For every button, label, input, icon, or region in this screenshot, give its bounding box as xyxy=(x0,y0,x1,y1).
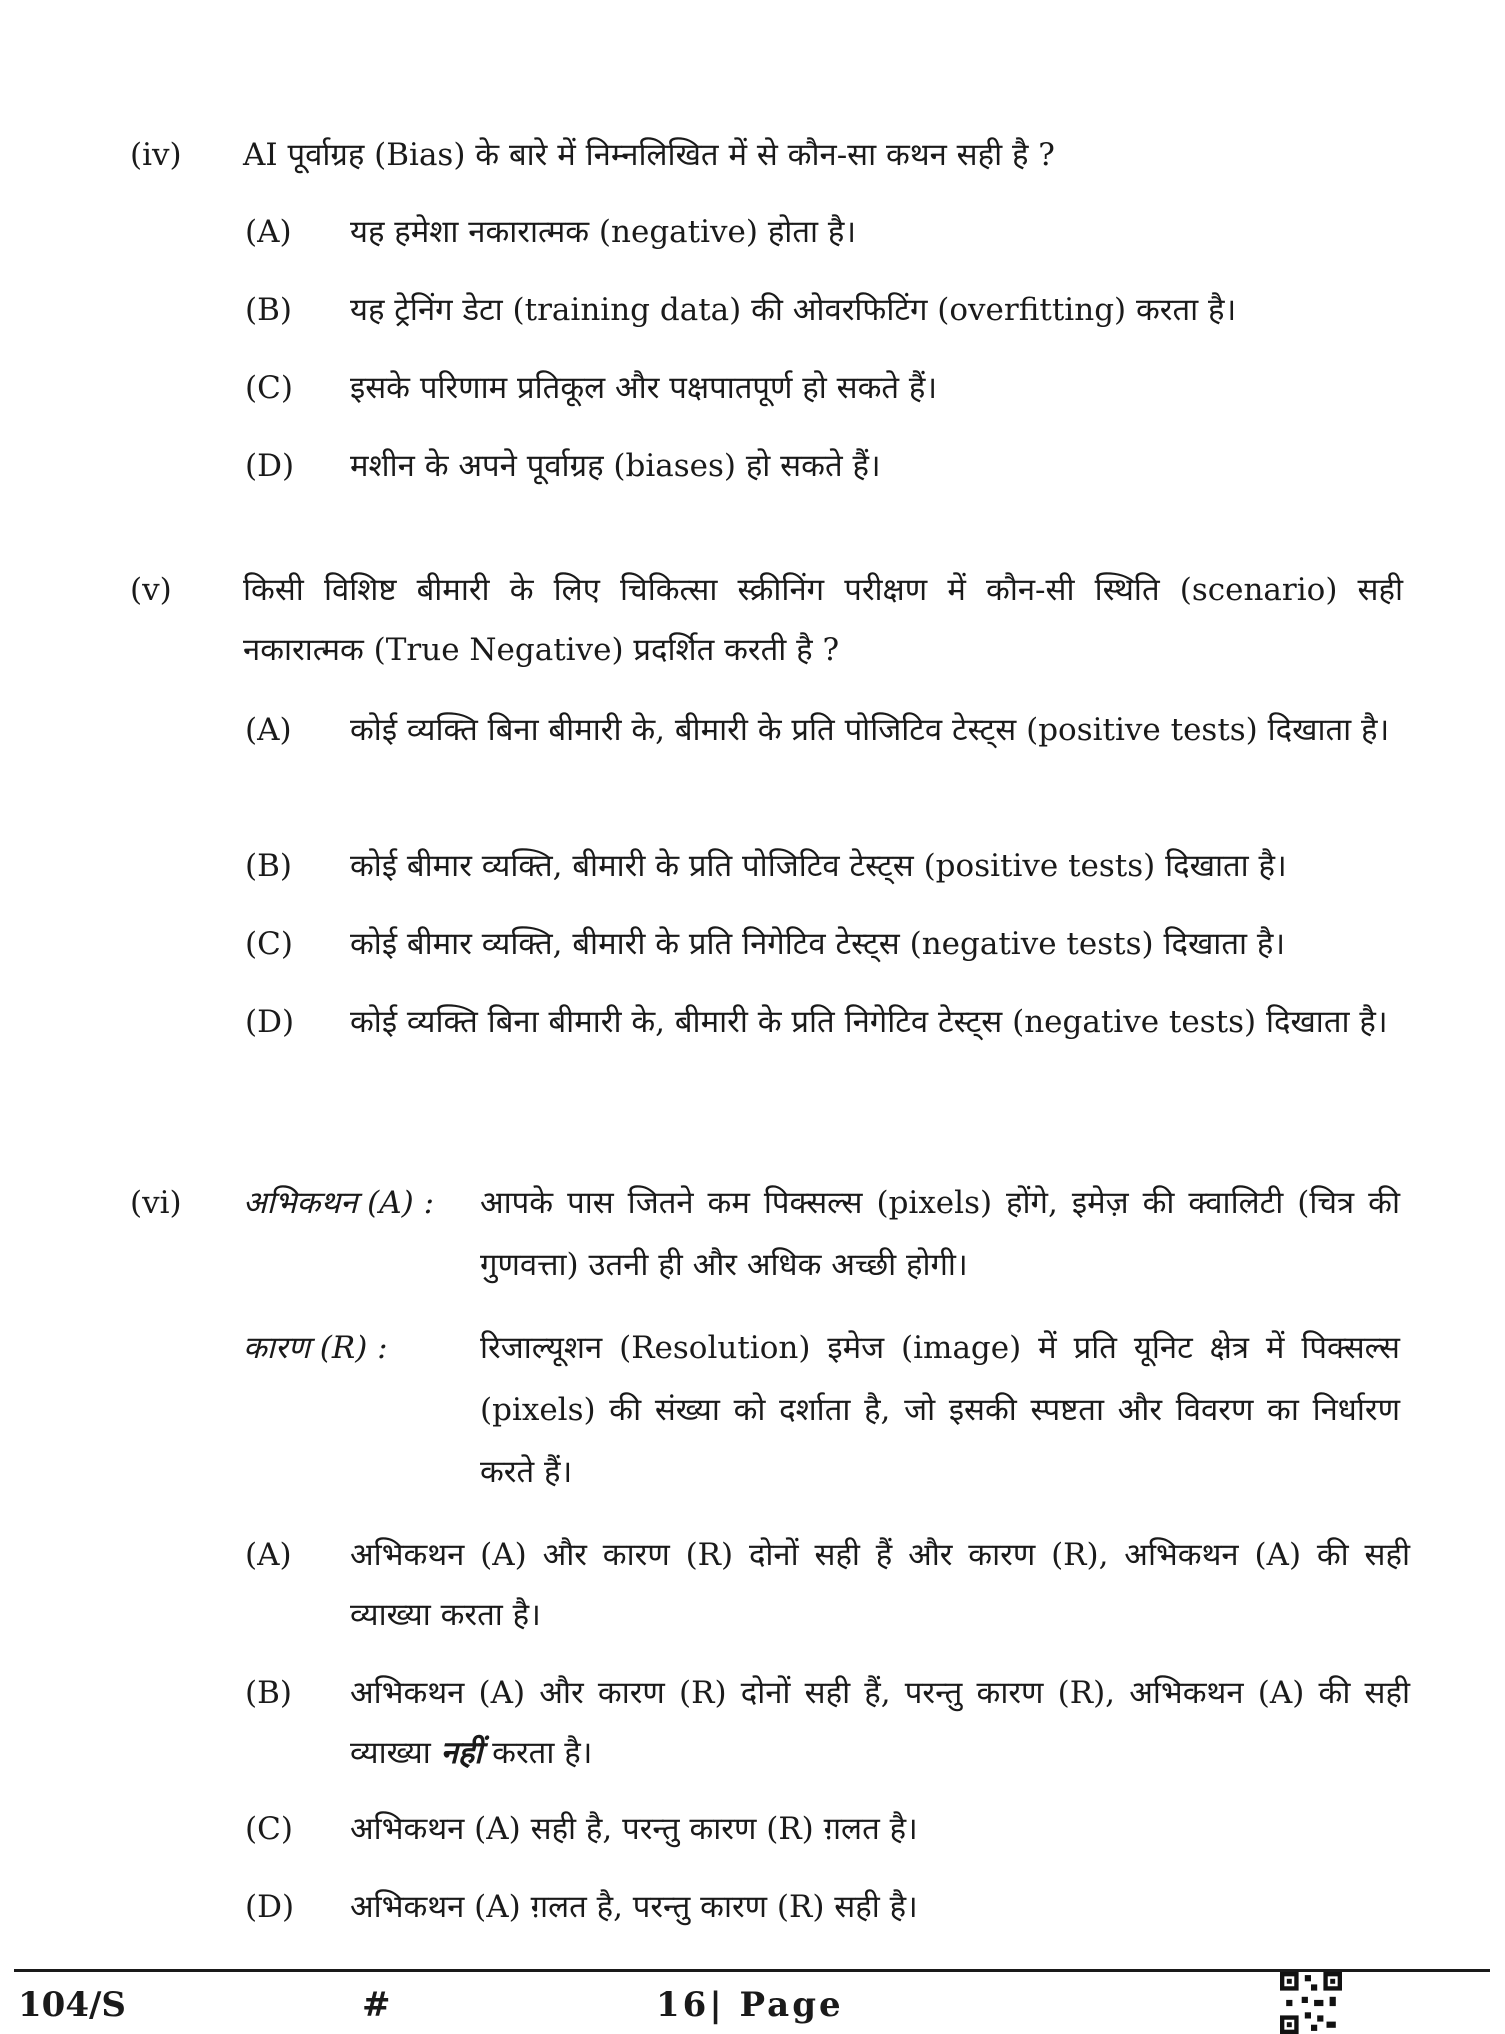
option-label: (A) xyxy=(245,1537,292,1573)
option-text: अभिकथन (A) ग़लत है, परन्तु कारण (R) सही है। xyxy=(350,1889,918,1925)
assertion-text: आपके पास जितने कम पिक्सल्स (pixels) होंगे, इमेज़ की क्वालिटी (चित्र की गुणवत्ता) उतनी ही और अधिक अच्छी होगी। xyxy=(480,1185,1400,1283)
option-text-part: करता है। xyxy=(482,1735,593,1771)
option-text: यह ट्रेनिंग डेटा (training data) की ओवरफिटिंग (overfitting) करता है। xyxy=(350,292,1237,328)
option-text: इसके परिणाम प्रतिकूल और पक्षपातपूर्ण हो सकते हैं। xyxy=(350,370,938,406)
option-label: (B) xyxy=(245,292,292,328)
option-label: (A) xyxy=(245,214,292,250)
option-text: यह हमेशा नकारात्मक (negative) होता है। xyxy=(350,214,857,250)
option-text: कोई व्यक्ति बिना बीमारी के, बीमारी के प्रति पोजिटिव टेस्ट्स (positive tests) दिखाता है। xyxy=(350,712,1390,748)
question-text: किसी विशिष्ट बीमारी के लिए चिकित्सा स्क्रीनिंग परीक्षण में कौन-सी स्थिति (scenario) सही नकारात्मक (True Negative) प्रदर्शित करती है ? xyxy=(243,572,1403,668)
option-label: (C) xyxy=(245,1811,293,1847)
question-number: (iv) xyxy=(130,137,182,173)
option-text: कोई बीमार व्यक्ति, बीमारी के प्रति निगेटिव टेस्ट्स (negative tests) दिखाता है। xyxy=(350,926,1286,962)
option-label: (B) xyxy=(245,1675,292,1711)
question-text: AI पूर्वाग्रह (Bias) के बारे में निम्नलिखित में से कौन-सा कथन सही है ? xyxy=(243,137,1055,173)
option-label: (A) xyxy=(245,712,292,748)
option-text: मशीन के अपने पूर्वाग्रह (biases) हो सकते हैं। xyxy=(350,448,881,484)
option-label: (D) xyxy=(245,448,295,484)
footer-hash: # xyxy=(362,1985,391,2025)
option-text: अभिकथन (A) और कारण (R) दोनों सही हैं और कारण (R), अभिकथन (A) की सही व्याख्या करता है। xyxy=(350,1537,1410,1633)
question-number: (vi) xyxy=(130,1185,182,1221)
assertion-label: अभिकथन (A) : xyxy=(243,1185,435,1221)
option-label: (D) xyxy=(245,1004,295,1040)
option-label: (C) xyxy=(245,926,293,962)
option-label: (B) xyxy=(245,848,292,884)
option-text: कोई बीमार व्यक्ति, बीमारी के प्रति पोजिटिव टेस्ट्स (positive tests) दिखाता है। xyxy=(350,848,1287,884)
page-number: 16| Page xyxy=(656,1985,844,2025)
qr-code-icon xyxy=(1280,1972,1342,2034)
reason-text: रिजाल्यूशन (Resolution) इमेज (image) में प्रति यूनिट क्षेत्र में पिक्सल्स (pixels) की संख्या को दर्शाता है, जो इसकी स्पष्टता और विवरण का निर्धारण करते हैं। xyxy=(480,1330,1400,1490)
paper-code: 104/S xyxy=(18,1985,126,2025)
emphasis-not: नहीं xyxy=(440,1735,483,1771)
question-number: (v) xyxy=(130,572,172,608)
option-text-part: अभिकथन (A) और कारण (R) दोनों सही हैं, परन्तु कारण (R), अभिकथन (A) की सही व्याख्या xyxy=(350,1675,1410,1771)
footer-divider xyxy=(14,1969,1490,1972)
option-label: (D) xyxy=(245,1889,295,1925)
reason-label: कारण (R) : xyxy=(243,1330,388,1366)
option-text: अभिकथन (A) सही है, परन्तु कारण (R) ग़लत है। xyxy=(350,1811,918,1847)
option-text xyxy=(350,1663,1410,1783)
option-text: कोई व्यक्ति बिना बीमारी के, बीमारी के प्रति निगेटिव टेस्ट्स (negative tests) दिखाता है। xyxy=(350,1004,1388,1040)
option-label: (C) xyxy=(245,370,293,406)
